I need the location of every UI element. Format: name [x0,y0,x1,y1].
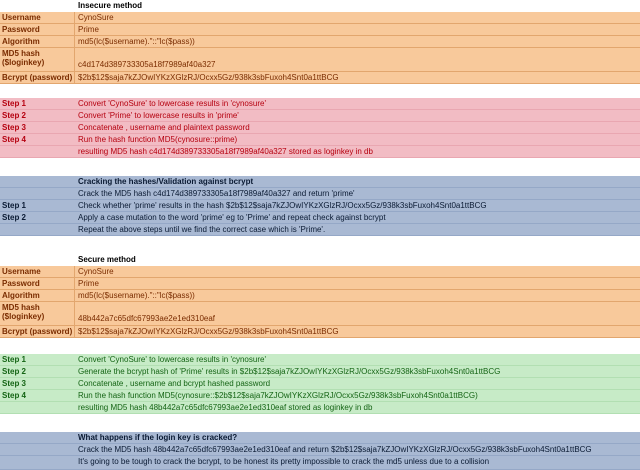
secure-password-row [0,278,640,290]
cracked-title-row [0,432,640,444]
cracked-text: Crack the MD5 hash 48b442a7c65dfc67993ae2e1ed310eaf and return $2b$12$saja7kZJOwIYKzXGlzRJ/Ocxx5Gz/938k3sbFuxoh4Snt0a1ttBCG [78,445,592,454]
secure-password-value: Prime [78,279,99,288]
insecure-md5-label-line1: MD5 hash [2,49,40,58]
step-label: Step 3 [2,379,27,388]
step-label: Step 4 [2,391,27,400]
insecure-password-row [0,24,640,36]
step-text: resulting MD5 hash c4d174d389733305a18f7989af40a327 stored as loginkey in db [78,147,373,156]
secure-username-row [0,266,640,278]
cracked-title: What happens if the login key is cracked? [78,433,238,442]
step-label: Step 1 [2,201,27,210]
insecure-md5-label [2,48,75,72]
secure-title: Secure method [78,255,136,264]
secure-md5-label-line2: ($loginkey) [2,312,45,322]
cracking-line-row [0,224,640,236]
step-label: Step 4 [2,135,27,144]
step-label: Step 2 [2,111,27,120]
cracking-line-row [0,212,640,224]
step-text: Convert 'CynoSure' to lowercase results in 'cynosure' [78,355,266,364]
insecure-bcrypt-value: $2b$12$saja7kZJOwIYKzXGlzRJ/Ocxx5Gz/938k3sbFuxoh4Snt0a1ttBCG [78,73,339,82]
insecure-password-label: Password [2,24,75,36]
cracking-text: Apply a case mutation to the word 'prime' eg to 'Prime' and repeat check against bcrypt [78,213,386,222]
step-text: Run the hash function MD5(cynosure::$2b$12$saja7kZJOwIYKzXGlzRJ/Ocxx5Gz/938k3sbFuxoh4Snt0a1ttBCG) [78,391,478,400]
step-label: Step 2 [2,213,27,222]
insecure-password-value: Prime [78,25,99,34]
secure-step-row [0,402,640,414]
insecure-md5-row [0,48,640,72]
secure-step-row [0,378,640,390]
step-text: Convert 'Prime' to lowercase results in 'prime' [78,111,239,120]
insecure-step-row [0,98,640,110]
insecure-username-row [0,12,640,24]
insecure-title: Insecure method [78,1,143,10]
cracking-text: Crack the MD5 hash c4d174d389733305a18f7989af40a327 and return 'prime' [78,189,355,198]
insecure-bcrypt-row [0,72,640,84]
insecure-username-value: CynoSure [78,13,114,22]
secure-md5-label-line1: MD5 hash [2,303,40,312]
insecure-username-label: Username [2,12,75,24]
step-label: Step 3 [2,123,27,132]
cracking-text: Repeat the above steps until we find the correct case which is 'Prime'. [78,225,326,234]
step-text: Generate the bcrypt hash of 'Prime' results in $2b$12$saja7kZJOwIYKzXGlzRJ/Ocxx5Gz/938k3sbFuxoh4Snt0a1ttBCG [78,367,501,376]
cracking-text: Check whether 'prime' results in the hash $2b$12$saja7kZJOwIYKzXGlzRJ/Ocxx5Gz/938k3sbFuxoh4Snt0a1ttBCG [78,201,487,210]
insecure-title-row [0,0,640,12]
step-text: resulting MD5 hash 48b442a7c65dfc67993ae2e1ed310eaf stored as loginkey in db [78,403,373,412]
secure-algorithm-label: Algorithm [2,290,75,302]
step-label: Step 1 [2,99,27,108]
secure-username-value: CynoSure [78,267,114,276]
secure-bcrypt-label: Bcrypt (password) [2,326,75,338]
secure-password-label: Password [2,278,75,290]
secure-step-row [0,390,640,402]
step-text: Convert 'CynoSure' to lowercase results in 'cynosure' [78,99,266,108]
step-text: Concatenate , username and bcrypt hashed password [78,379,271,388]
insecure-md5-value: c4d174d389733305a18f7989af40a327 [78,60,216,69]
insecure-algorithm-label: Algorithm [2,36,75,48]
secure-md5-row [0,302,640,326]
secure-title-row [0,254,640,266]
cracked-line-row [0,456,640,470]
secure-md5-label [2,302,75,326]
secure-username-label: Username [2,266,75,278]
insecure-step-row [0,146,640,158]
cracked-line-row [0,444,640,456]
step-text: Run the hash function MD5(cynosure::prime) [78,135,238,144]
insecure-md5-label-line2: ($loginkey) [2,58,45,68]
cracking-line-row [0,188,640,200]
step-label: Step 1 [2,355,27,364]
insecure-bcrypt-label: Bcrypt (password) [2,72,75,84]
secure-step-row [0,366,640,378]
insecure-step-row [0,134,640,146]
cracking-title: Cracking the hashes/Validation against bcrypt [78,177,254,186]
secure-step-row [0,354,640,366]
step-text: Concatenate , username and plaintext password [78,123,250,132]
insecure-algorithm-row [0,36,640,48]
cracked-text: It's going to be tough to crack the bcrypt, to be honest its pretty impossible to crack the md5 unless due to a collision [78,457,490,466]
secure-algorithm-row [0,290,640,302]
cracking-line-row [0,200,640,212]
insecure-step-row [0,122,640,134]
cracking-title-row [0,176,640,188]
secure-bcrypt-row [0,326,640,338]
secure-algorithm-value: md5(lc($username)."::"lc($pass)) [78,291,195,300]
secure-bcrypt-value: $2b$12$saja7kZJOwIYKzXGlzRJ/Ocxx5Gz/938k3sbFuxoh4Snt0a1ttBCG [78,327,339,336]
insecure-step-row [0,110,640,122]
step-label: Step 2 [2,367,27,376]
insecure-algorithm-value: md5(lc($username)."::"lc($pass)) [78,37,195,46]
secure-md5-value: 48b442a7c65dfc67993ae2e1ed310eaf [78,314,216,323]
